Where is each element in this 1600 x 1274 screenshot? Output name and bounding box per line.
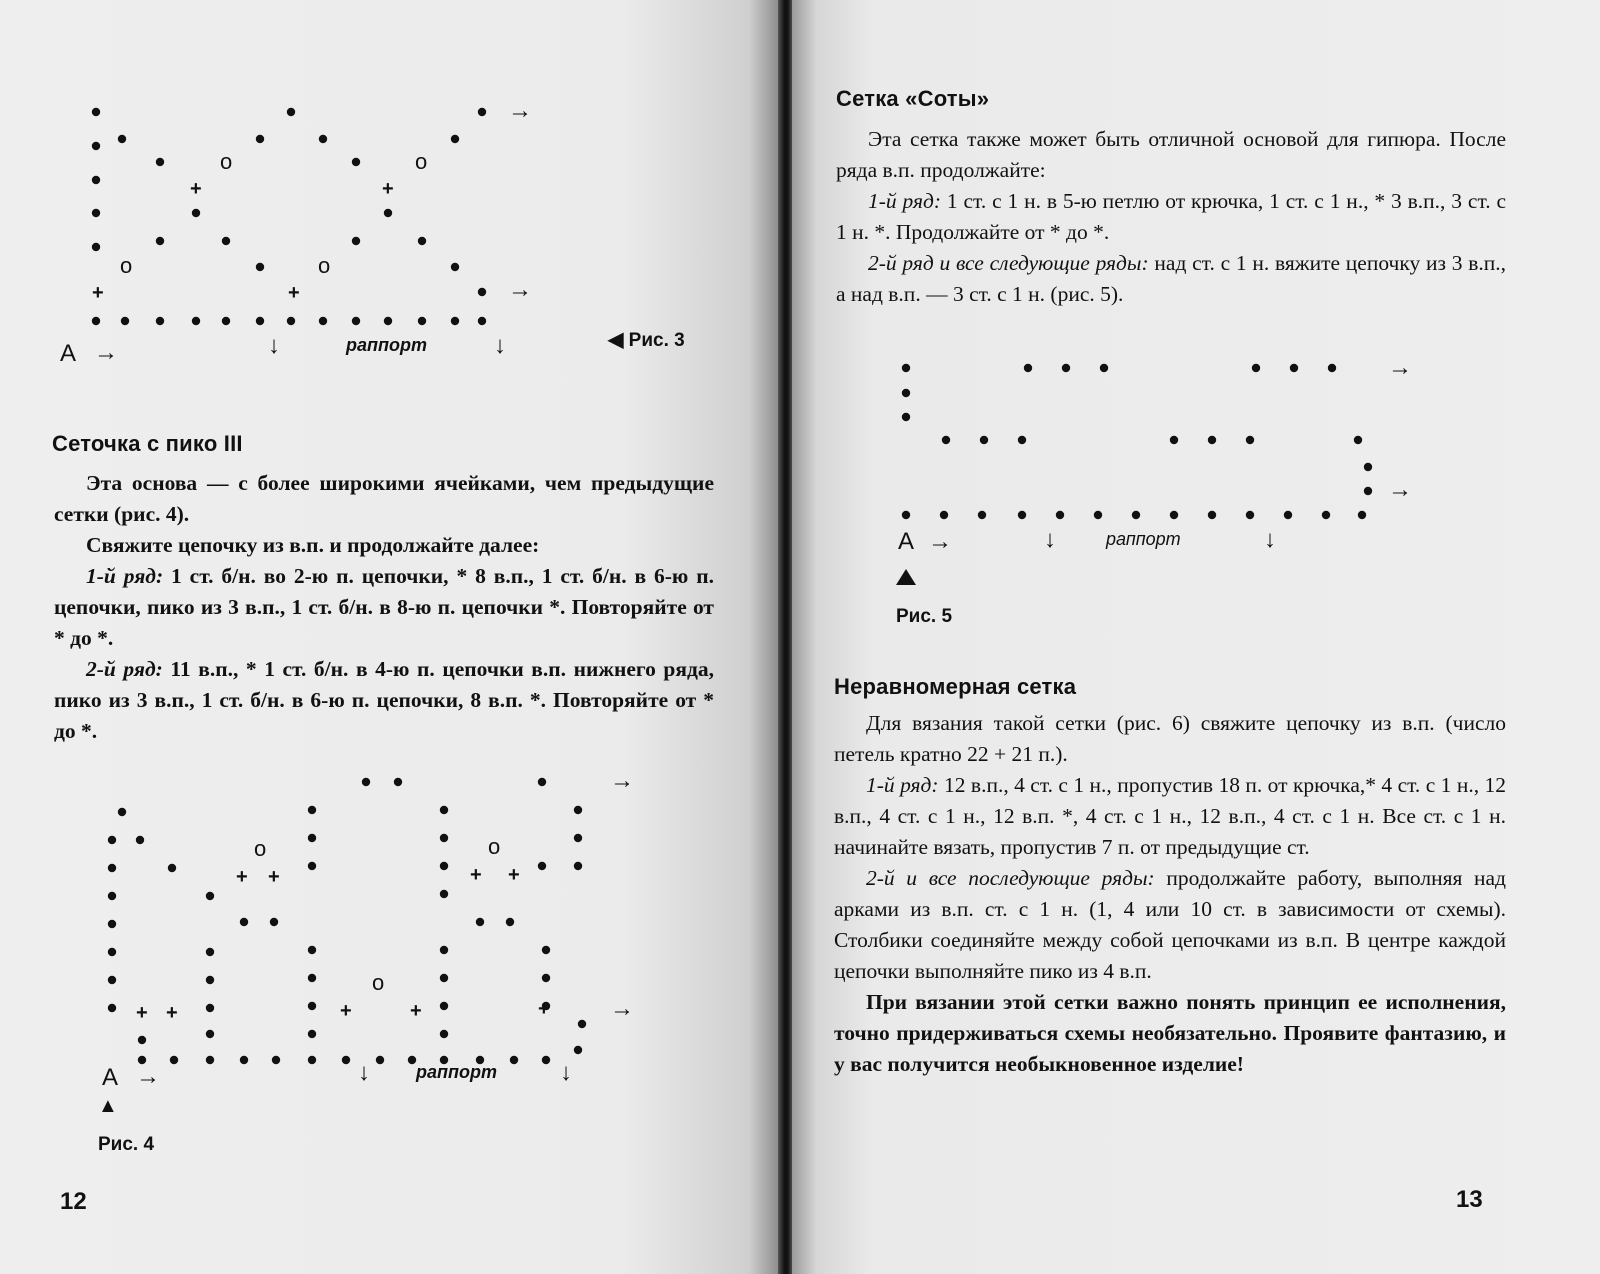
page-number-left: 12 [60,1188,87,1215]
svg-text:→: → [610,995,634,1022]
fig5-repeat-label: раппорт [1106,529,1181,549]
section2-row2-label: 2-й ряд и все следующие ряды: [868,251,1149,275]
svg-text:+: + [288,282,300,304]
fig3-stitch-marks [92,178,394,304]
section1-row2-label: 2-й ряд: [86,657,163,681]
fig4-diagram [90,760,710,1140]
svg-text:→: → [508,97,532,124]
svg-text:+: + [236,866,248,888]
svg-text:↓: ↓ [1044,526,1056,553]
section2-intro: Эта сетка также может быть отличной основой для гипюра. После ряда в.п. продолжайте: [836,127,1506,182]
section3-row2 [834,863,1506,987]
section2-row1 [836,186,1506,248]
fig3-label: Рис. 3 [628,330,685,351]
svg-text:o: o [415,149,428,174]
section2-row2-text: над ст. с 1 н. вяжите цепочку из 3 в.п., а над в.п. — 3 ст. с 1 н. (рис. 5). [836,251,1506,306]
section3-row1-text: 12 в.п., 4 ст. с 1 н., пропустив 18 п. от крючка,* 4 ст. с 1 н., 12 в.п., 4 ст. с 1 н., 12 в.п. *, 4 ст. с 1 н., 12 в.п., 4 ст. с 1 н. Все ст. с 1 н. начинайте вязать, пропустив 7 п. от предыдущие ст. [834,773,1507,859]
fig4-stitch-marks [136,864,550,1024]
left-page [0,0,780,1274]
section2-row1-text: 1 ст. с 1 н. в 5-ю петлю от крючка, 1 ст. с 1 н., * 3 в.п., 3 ст. с 1 н. *. Продолжайте от * до *. [836,189,1507,244]
svg-text:+: + [136,1002,148,1024]
svg-text:o: o [372,970,385,995]
section1-intro2: Свяжите цепочку из в.п. и продолжайте далее: [86,533,540,557]
fig5-start-marker: А [898,528,915,555]
svg-text:+: + [410,1000,422,1022]
svg-text:o: o [488,834,501,859]
svg-text:→: → [928,528,952,555]
fig4-arrows [136,767,634,1090]
svg-text:+: + [470,864,482,886]
fig3-arrows [94,97,532,366]
svg-text:↓: ↓ [494,332,506,359]
svg-text:↓: ↓ [1264,526,1276,553]
svg-text:→: → [1388,354,1412,381]
section3-title: Неравномерная сетка [834,674,1077,699]
fig3-start-marker: А [60,340,77,367]
svg-text:→: → [1388,476,1412,503]
section1-body [54,468,714,747]
section3-closing: При вязании этой сетки важно понять принцип ее исполнения, точно придерживаться схемы необязательно. Проявите фантазию, и у вас получится необыкновенное изделие! [834,990,1506,1076]
svg-text:o: o [254,836,267,861]
section2-row1-label: 1-й ряд: [868,189,942,213]
svg-text:→: → [610,767,634,794]
section3-body [834,708,1506,1080]
svg-text:+: + [382,178,394,200]
section3-row2-text: продолжайте работу, выполняя над арками из в.п. ст. с 1 н. (1, 4 или 10 ст. в зависимости от схемы). Столбики соединяйте между собой цепочками из в.п. В центре каждой цепочки выполняйте пико из 4 в.п. [834,866,1506,983]
section2-body [836,124,1506,310]
fig3-caption [608,327,685,352]
fig3-picot-marks [120,149,427,278]
section3-row1 [834,770,1506,863]
fig4-start-marker: А [102,1064,119,1091]
svg-text:→: → [94,339,118,366]
svg-text:o: o [318,253,331,278]
section1-row2-text: 11 в.п., * 1 ст. б/н. в 4-ю п. цепочки в.п. нижнего ряда, пико из 3 в.п., 1 ст. б/н. в 6-ю п. цепочки, 8 в.п. *. Повторяйте от * до *. [54,657,714,743]
section1-row2 [54,654,714,747]
svg-text:o: o [120,253,133,278]
section3-intro: Для вязания такой сетки (рис. 6) свяжите цепочку из в.п. (число петель кратно 22 + 21 п.). [834,711,1506,766]
svg-text:↓: ↓ [268,332,280,359]
section1-intro1: Эта основа — с более широкими ячейками, чем предыдущие сетки (рис. 4). [54,471,714,526]
right-page [792,0,1600,1274]
fig5-label: Рис. 5 [896,606,953,627]
section2-row2 [836,248,1506,310]
svg-text:→: → [508,276,532,303]
fig5-diagram [892,355,1452,605]
fig4-label: Рис. 4 [98,1134,155,1155]
fig5-arrows [928,354,1412,555]
svg-text:+: + [538,998,550,1020]
section1-title: Сеточка с пико III [52,431,243,456]
triangle-up-icon [896,569,916,585]
triangle-up-icon: ▲ [98,1095,118,1117]
svg-text:→: → [136,1063,160,1090]
pointer-left-icon: ◀ [608,329,624,351]
svg-text:+: + [166,1002,178,1024]
svg-text:o: o [220,149,233,174]
section2-title: Сетка «Соты» [836,86,990,111]
svg-text:+: + [340,1000,352,1022]
fig4-repeat-label: раппорт [416,1062,497,1082]
section1-row1 [54,561,714,654]
fig3-diagram [50,95,650,375]
svg-text:+: + [190,178,202,200]
svg-text:+: + [92,282,104,304]
section1-row1-text: 1 ст. б/н. во 2-ю п. цепочки, * 8 в.п., 1 ст. б/н. в 6-ю п. цепочки, пико из 3 в.п., 1 ст. б/н. в 8-ю п. цепочки *. Повторяйте от * до *. [54,564,714,650]
svg-text:+: + [268,866,280,888]
fig5-chain-dots [902,364,1372,519]
svg-text:↓: ↓ [560,1059,572,1086]
section1-row1-label: 1-й ряд: [86,564,164,588]
section3-row2-label: 2-й и все последующие ряды: [866,866,1155,890]
svg-text:↓: ↓ [358,1059,370,1086]
fig3-repeat-label: раппорт [346,335,427,355]
section3-row1-label: 1-й ряд: [866,773,939,797]
fig4-picot-marks [254,834,500,995]
svg-text:+: + [508,864,520,886]
page-number-right: 13 [1456,1186,1483,1213]
